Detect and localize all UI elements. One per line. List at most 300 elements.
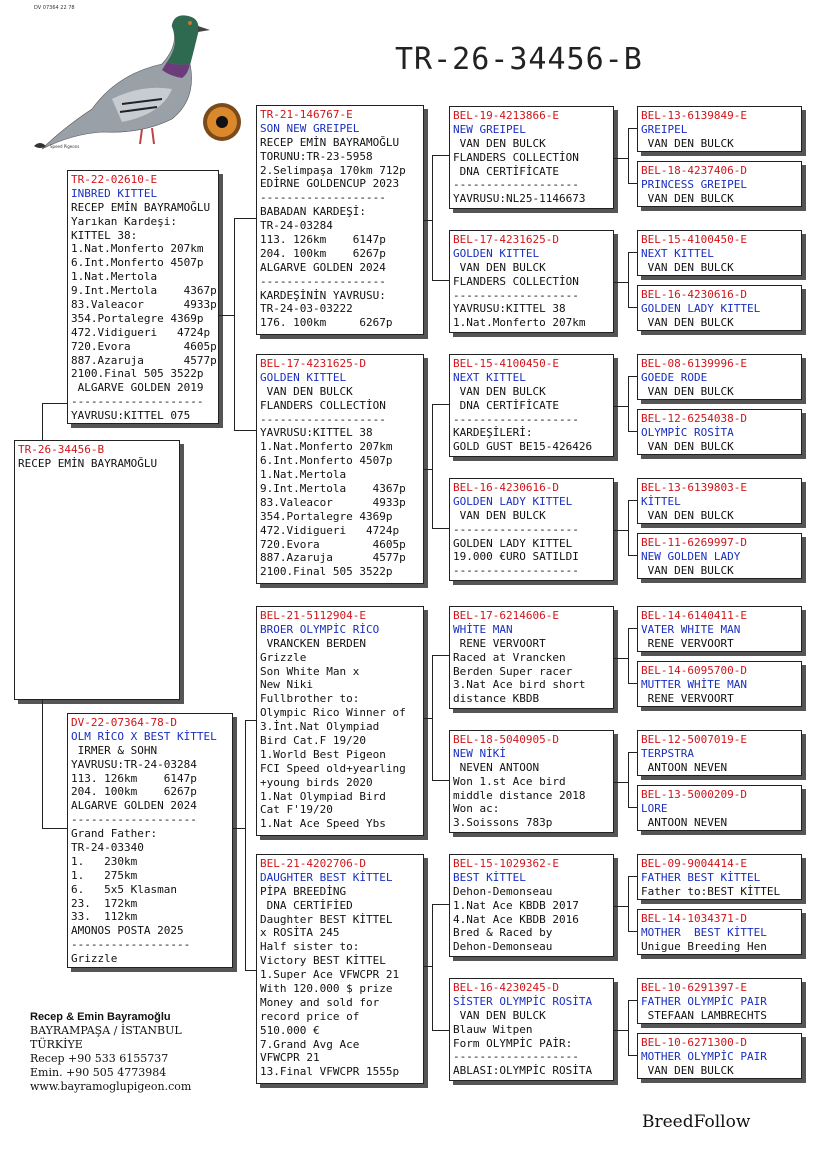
card-line: TR-24-03-03222 <box>260 302 353 316</box>
pigeon-name: OLM RİCO X BEST KİTTEL <box>71 729 217 743</box>
card-line: 3.Nat Ace bird short <box>453 678 586 692</box>
card-line: 887.Azaruja 4577p <box>260 551 406 565</box>
pigeon-name: GOLDEN LADY KITTEL <box>641 301 761 315</box>
pedigree-card-g15 <box>637 978 802 1024</box>
card-line: RENE VERVOORT <box>453 636 546 650</box>
pigeon-photo <box>22 4 247 164</box>
connector-line <box>424 718 432 719</box>
card-line: 13.Final VFWCPR 1555p <box>260 1065 400 1079</box>
ring-number: BEL-13-5000209-D <box>641 788 747 801</box>
ring-number: BEL-21-5112904-E <box>260 609 366 622</box>
pedigree-card-g10 <box>637 661 802 707</box>
pigeon-name: KİTTEL <box>641 494 681 508</box>
pigeon-name: MOTHER OLYMPİC PAIR <box>641 1049 767 1063</box>
card-line: 720.Evora 4605p <box>71 339 217 353</box>
connector-line <box>628 683 637 684</box>
ring-number: BEL-17-4231625-D <box>453 233 559 246</box>
connector-line <box>245 720 246 970</box>
card-line: Dehon-Demonseau <box>453 884 553 898</box>
connector-line <box>628 376 629 431</box>
pedigree-card-subject <box>14 440 180 700</box>
pigeon-illustration <box>22 4 247 164</box>
card-line: FLANDERS COLLECTİON <box>260 398 386 412</box>
card-line: ------------------- <box>453 1050 579 1064</box>
card-line: ANTOON NEVEN <box>641 815 728 829</box>
card-line: TORUNU:TR-23-5958 <box>260 149 373 163</box>
card-line: Cat F'19/20 <box>260 803 333 817</box>
pedigree-card-dam <box>67 713 233 968</box>
ring-number: BEL-13-6139849-E <box>641 109 747 122</box>
pigeon-name: MOTHER BEST KİTTEL <box>641 925 767 939</box>
card-line: VAN DEN BULCK <box>641 563 734 577</box>
card-line: NEVEN ANTOON <box>453 760 540 774</box>
card-line: VAN DEN BULCK <box>453 136 546 150</box>
card-line: Grizzle <box>260 650 307 664</box>
contact-line: TÜRKİYE <box>30 1038 83 1051</box>
ring-number: TR-21-146767-E <box>260 108 353 121</box>
connector-line <box>628 128 629 183</box>
card-line: Won 1.st Ace bird <box>453 774 566 788</box>
card-line: DNA CERTİFİCATE <box>453 398 559 412</box>
connector-line <box>628 807 637 808</box>
connector-line <box>628 1055 637 1056</box>
card-line: 1.Nat Ace KBDB 2017 <box>453 898 579 912</box>
card-line: Form OLYMPİC PAİR: <box>453 1036 573 1050</box>
card-line: ------------------- <box>453 178 579 192</box>
connector-line <box>234 218 235 430</box>
card-line: KARDEŞİNİN YAVRUSU: <box>260 288 386 302</box>
pigeon-name: NEXT KITTEL <box>453 370 526 384</box>
pedigree-card-sdd <box>449 478 614 581</box>
pigeon-name: WHİTE MAN <box>453 622 513 636</box>
card-line: TR-24-03284 <box>260 219 333 233</box>
ring-number: BEL-12-6254038-D <box>641 412 747 425</box>
logo-left-text: Speed Pigeons <box>50 144 80 149</box>
card-line: VAN DEN BULCK <box>641 260 734 274</box>
connector-line <box>424 469 432 470</box>
pigeon-name: INBRED KITTEL <box>71 186 158 200</box>
pedigree-title: TR-26-34456-B <box>395 42 643 77</box>
card-line: +young birds 2020 <box>260 775 373 789</box>
card-line: Grizzle <box>71 952 118 966</box>
card-line: DNA CERTİFİCATE <box>453 164 559 178</box>
pigeon-name: NEXT KITTEL <box>641 246 714 260</box>
card-line: 19.000 €URO SATILDI <box>453 550 579 564</box>
card-line: 472.Vidigueri 4724p <box>260 523 400 537</box>
ring-number: BEL-19-4213866-E <box>453 109 559 122</box>
pedigree-card-g4 <box>637 285 802 331</box>
card-line: New Niki <box>260 678 313 692</box>
pedigree-card-sire <box>67 170 219 424</box>
card-line: YAVRUSU:KITTEL 075 <box>71 409 191 423</box>
card-line: ------------------- <box>71 813 197 827</box>
card-line: STEFAAN LAMBRECHTS <box>641 1008 767 1022</box>
connector-line <box>219 315 234 316</box>
connector-line <box>233 828 245 829</box>
card-line: GOLDEN LADY KITTEL <box>453 536 573 550</box>
ring-number: BEL-15-1029362-E <box>453 857 559 870</box>
card-line: ------------------- <box>453 288 579 302</box>
card-line: 472.Vidigueri 4724p <box>71 325 211 339</box>
card-line: VAN DEN BULCK <box>260 384 353 398</box>
card-line: 1.Nat.Monferto 207km <box>453 316 586 330</box>
ring-number: BEL-17-6214606-E <box>453 609 559 622</box>
card-line: GOLD GUST BE15-426426 <box>453 440 593 454</box>
connector-line <box>432 155 449 156</box>
card-line: IRMER & SOHN <box>71 743 158 757</box>
connector-line <box>614 406 628 407</box>
card-line: 2.Selimpaşa 170km 712p <box>260 163 406 177</box>
connector-line <box>628 628 629 683</box>
card-line: YAVRUSU:TR-24-03284 <box>71 757 197 771</box>
card-line: 2100.Final 505 3522p <box>260 565 393 579</box>
card-line: BABADAN KARDEŞİ: <box>260 205 366 219</box>
card-line: PİPA BREEDİNG <box>260 884 347 898</box>
ring-number: BEL-16-4230616-D <box>641 288 747 301</box>
connector-line <box>432 404 433 528</box>
card-line: FCI Speed old+yearling <box>260 761 406 775</box>
contact-line: Recep +90 533 6155737 <box>30 1052 169 1065</box>
connector-line <box>628 876 629 931</box>
card-line: Fullbrother to: <box>260 692 360 706</box>
connector-line <box>42 700 43 828</box>
card-line: 4.Nat Ace KBDB 2016 <box>453 912 579 926</box>
pigeon-name: GOEDE RODE <box>641 370 708 384</box>
card-line: ------------------ <box>71 938 191 952</box>
pedigree-card-g3 <box>637 230 802 276</box>
pedigree-card-g5 <box>637 354 802 400</box>
pedigree-card-g11 <box>637 730 802 776</box>
ring-number: BEL-18-4237406-D <box>641 164 747 177</box>
card-line: 33. 112km <box>71 910 138 924</box>
card-line: Blauw Witpen <box>453 1022 533 1036</box>
card-line: FLANDERS COLLECTİON <box>453 274 579 288</box>
pedigree-card-sss <box>449 106 614 209</box>
ring-number: TR-22-02610-E <box>71 173 158 186</box>
card-line: 113. 126km 6147p <box>260 233 386 247</box>
connector-line <box>628 752 637 753</box>
card-line: 720.Evora 4605p <box>260 537 406 551</box>
card-line: ------------------- <box>260 191 386 205</box>
pedigree-card-dds <box>449 854 614 957</box>
connector-line <box>614 782 628 783</box>
pedigree-card-ssd <box>449 230 614 333</box>
card-line: VAN DEN BULCK <box>641 191 734 205</box>
card-line: 9.Int.Mertola 4367p <box>71 284 217 298</box>
pedigree-card-dsd <box>449 730 614 833</box>
card-line: 3.İnt.Nat Olympiad <box>260 720 380 734</box>
card-line: ABLASI:OLYMPİC ROSİTA <box>453 1064 593 1078</box>
pedigree-card-sd <box>256 354 424 584</box>
card-line: Bred & Raced by <box>453 926 553 940</box>
connector-line <box>628 628 637 629</box>
pedigree-card-g12 <box>637 785 802 831</box>
ring-number: BEL-15-4100450-E <box>453 357 559 370</box>
ring-number: BEL-15-4100450-E <box>641 233 747 246</box>
connector-line <box>432 904 433 1030</box>
card-line: Berden Super racer <box>453 664 573 678</box>
connector-line <box>628 252 637 253</box>
connector-line <box>432 1030 449 1031</box>
connector-line <box>432 904 449 905</box>
card-line: EDİRNE GOLDENCUP 2023 <box>260 177 400 191</box>
connector-line <box>628 500 637 501</box>
pedigree-card-g8 <box>637 533 802 579</box>
ring-caption: DV 07364 22 78 <box>34 5 75 11</box>
card-line: distance KBDB <box>453 692 540 706</box>
pedigree-card-ddd <box>449 978 614 1081</box>
card-line: ------------------- <box>260 274 386 288</box>
connector-line <box>424 220 432 221</box>
connector-line <box>628 183 637 184</box>
card-line: Dehon-Demonseau <box>453 940 553 954</box>
card-line: 176. 100km 6267p <box>260 316 393 330</box>
card-line: Bird Cat.F 19/20 <box>260 734 366 748</box>
ring-number: BEL-17-4231625-D <box>260 357 366 370</box>
pigeon-name: LORE <box>641 801 668 815</box>
card-line: Victory BEST KİTTEL <box>260 954 386 968</box>
card-line: 1. 230km <box>71 854 138 868</box>
breeder-name: Recep & Emin Bayramoğlu <box>30 1011 171 1023</box>
pigeon-name: PRINCESS GREIPEL <box>641 177 747 191</box>
card-line: VAN DEN BULCK <box>453 260 546 274</box>
connector-line <box>628 307 637 308</box>
card-line: Daughter BEST KİTTEL <box>260 912 393 926</box>
card-line: VAN DEN BULCK <box>641 315 734 329</box>
card-line: 2100.Final 505 3522p <box>71 367 204 381</box>
card-line: DNA CERTİFİED <box>260 898 353 912</box>
connector-line <box>42 403 67 404</box>
card-line: 3.Soissons 783p <box>453 816 553 830</box>
pedigree-card-g1 <box>637 106 802 152</box>
connector-line <box>628 1000 629 1055</box>
ring-number: BEL-13-6139803-E <box>641 481 747 494</box>
pigeon-name: GOLDEN KITTEL <box>453 246 540 260</box>
pigeon-name: FATHER BEST KİTTEL <box>641 870 761 884</box>
card-line: 83.Valeacor 4933p <box>71 298 217 312</box>
pedigree-card-g16 <box>637 1033 802 1079</box>
connector-line <box>432 155 433 280</box>
card-line: 354.Portalegre 4369p <box>71 311 204 325</box>
pigeon-name: FATHER OLYMPİC PAIR <box>641 994 767 1008</box>
ring-number: BEL-10-6271300-D <box>641 1036 747 1049</box>
pigeon-name: OLYMPİC ROSİTA <box>641 425 734 439</box>
card-line: RECEP EMİN BAYRAMOĞLU <box>18 456 158 470</box>
card-line: 510.000 € <box>260 1023 320 1037</box>
card-line: Half sister to: <box>260 940 360 954</box>
card-line: VAN DEN BULCK <box>453 508 546 522</box>
card-line: 6.Int.Monferto 4507p <box>260 454 393 468</box>
ring-number: BEL-18-5040905-D <box>453 733 559 746</box>
card-line: AMONOS POSTA 2025 <box>71 924 184 938</box>
card-line: Father to:BEST KİTTEL <box>641 884 781 898</box>
card-line: Olympic Rico Winner of <box>260 706 406 720</box>
card-line: ------------------- <box>453 522 579 536</box>
ring-number: TR-26-34456-B <box>18 443 105 456</box>
connector-line <box>614 658 628 659</box>
breeder-contact <box>30 1010 191 1094</box>
pedigree-card-g7 <box>637 478 802 524</box>
card-line: 1.World Best Pigeon <box>260 747 386 761</box>
pedigree-card-ds <box>256 606 424 836</box>
card-line: YAVRUSU:KITTEL 38 <box>260 426 373 440</box>
card-line: 204. 100km 6267p <box>71 785 197 799</box>
connector-line <box>432 780 449 781</box>
card-line: TR-24-03340 <box>71 841 144 855</box>
pigeon-name: DAUGHTER BEST KİTTEL <box>260 870 393 884</box>
card-line: 1.Nat.Monferto 207km <box>260 440 393 454</box>
ring-number: BEL-08-6139996-E <box>641 357 747 370</box>
pigeon-name: BROER OLYMPİC RİCO <box>260 622 380 636</box>
card-line: FLANDERS COLLECTİON <box>453 150 579 164</box>
connector-line <box>432 655 449 656</box>
card-line: 23. 172km <box>71 896 138 910</box>
connector-line <box>234 430 256 431</box>
pedigree-card-g6 <box>637 409 802 455</box>
card-line: 1.Nat.Mertola <box>71 270 158 284</box>
card-line: VAN DEN BULCK <box>641 1063 734 1077</box>
card-line: RECEP EMİN BAYRAMOĞLU <box>71 200 211 214</box>
pigeon-name: SON NEW GREIPEL <box>260 121 360 135</box>
connector-line <box>245 720 256 721</box>
card-line: Grand Father: <box>71 827 158 841</box>
connector-line <box>245 970 256 971</box>
connector-line <box>628 1000 637 1001</box>
ring-number: BEL-11-6269997-D <box>641 536 747 549</box>
pigeon-name: GOLDEN KITTEL <box>260 370 347 384</box>
pigeon-name: GOLDEN LADY KITTEL <box>453 494 573 508</box>
card-line: ------------------- <box>453 412 579 426</box>
pedigree-card-g14 <box>637 909 802 955</box>
connector-line <box>614 1030 628 1031</box>
card-line: YAVRUSU:KITTEL 38 <box>453 302 566 316</box>
brand-logo-text: BreedFollow <box>642 1112 751 1132</box>
card-line: KITTEL 38: <box>71 228 138 242</box>
connector-line <box>628 376 637 377</box>
card-line: VRANCKEN BERDEN <box>260 636 366 650</box>
pigeon-name: NEW GOLDEN LADY <box>641 549 741 563</box>
pedigree-card-g2 <box>637 161 802 207</box>
card-line: ANTOON NEVEN <box>641 760 728 774</box>
pedigree-card-dss <box>449 606 614 709</box>
card-line: middle distance 2018 <box>453 788 586 802</box>
card-line: RENE VERVOORT <box>641 636 734 650</box>
connector-line <box>432 404 449 405</box>
card-line: Raced at Vrancken <box>453 650 566 664</box>
ring-number: BEL-14-1034371-D <box>641 912 747 925</box>
card-line: ALGARVE GOLDEN 2024 <box>71 799 197 813</box>
connector-line <box>628 252 629 307</box>
card-line: RECEP EMİN BAYRAMOĞLU <box>260 135 400 149</box>
card-line: VFWCPR 21 <box>260 1051 320 1065</box>
ring-number: BEL-09-9004414-E <box>641 857 747 870</box>
connector-line <box>628 431 637 432</box>
pedigree-card-ss <box>256 105 424 335</box>
card-line: VAN DEN BULCK <box>641 384 734 398</box>
pigeon-name: MUTTER WHİTE MAN <box>641 677 747 691</box>
pigeon-name: TERPSTRA <box>641 746 694 760</box>
card-line: 6.Int.Monferto 4507p <box>71 256 204 270</box>
pedigree-card-g9 <box>637 606 802 652</box>
card-line: ------------------- <box>453 564 579 578</box>
connector-line <box>628 752 629 807</box>
pigeon-name: NEW NİKİ <box>453 746 506 760</box>
card-line: 204. 100km 6267p <box>260 246 386 260</box>
connector-line <box>432 280 449 281</box>
card-line: RENE VERVOORT <box>641 691 734 705</box>
connector-line <box>628 931 637 932</box>
connector-line <box>234 218 256 219</box>
card-line: 1. 275km <box>71 868 138 882</box>
card-line: record price of <box>260 1009 360 1023</box>
pedigree-card-sds <box>449 354 614 457</box>
card-line: Money and sold for <box>260 995 380 1009</box>
card-line: 354.Portalegre 4369p <box>260 509 393 523</box>
ring-number: BEL-21-4202706-D <box>260 857 366 870</box>
connector-line <box>424 966 432 967</box>
card-line: Unigue Breeding Hen <box>641 939 767 953</box>
card-line: KARDEŞİLERİ: <box>453 426 533 440</box>
card-line: -------------------- <box>71 395 204 409</box>
pedigree-card-g13 <box>637 854 802 900</box>
contact-line: Emin. +90 505 4773984 <box>30 1066 167 1079</box>
card-line: VAN DEN BULCK <box>453 384 546 398</box>
card-line: 1.Super Ace VFWCPR 21 <box>260 968 400 982</box>
contact-line: www.bayramoglupigeon.com <box>30 1080 192 1093</box>
card-line: x ROSİTA 245 <box>260 926 340 940</box>
card-line: VAN DEN BULCK <box>641 508 734 522</box>
card-line: 1.Nat Ace Speed Ybs <box>260 817 386 831</box>
ring-number: BEL-14-6140411-E <box>641 609 747 622</box>
connector-line <box>614 530 628 531</box>
card-line: VAN DEN BULCK <box>641 136 734 150</box>
pigeon-name: VATER WHITE MAN <box>641 622 741 636</box>
connector-line <box>628 555 637 556</box>
card-line: 887.Azaruja 4577p <box>71 353 217 367</box>
ring-number: BEL-10-6291397-E <box>641 981 747 994</box>
card-line: 7.Grand Avg Ace <box>260 1037 360 1051</box>
connector-line <box>432 528 449 529</box>
connector-line <box>42 403 43 440</box>
card-line: 1.Nat Olympiad Bird <box>260 789 386 803</box>
card-line: Son White Man x <box>260 664 360 678</box>
card-line: VAN DEN BULCK <box>641 439 734 453</box>
ring-number: BEL-12-5007019-E <box>641 733 747 746</box>
card-line: VAN DEN BULCK <box>453 1008 546 1022</box>
card-line: 113. 126km 6147p <box>71 771 197 785</box>
card-line: 1.Nat.Monferto 207km <box>71 242 204 256</box>
pigeon-name: BEST KİTTEL <box>453 870 526 884</box>
connector-line <box>614 906 628 907</box>
card-line: ------------------- <box>260 412 386 426</box>
connector-line <box>432 655 433 780</box>
connector-line <box>628 876 637 877</box>
card-line: 9.Int.Mertola 4367p <box>260 482 406 496</box>
pigeon-name: NEW GREIPEL <box>453 122 526 136</box>
ring-number: BEL-14-6095700-D <box>641 664 747 677</box>
ring-number: BEL-16-4230616-D <box>453 481 559 494</box>
connector-line <box>628 128 637 129</box>
card-line: ALGARVE GOLDEN 2024 <box>260 260 386 274</box>
connector-line <box>614 282 628 283</box>
ring-number: BEL-16-4230245-D <box>453 981 559 994</box>
ring-number: DV-22-07364-78-D <box>71 716 177 729</box>
connector-line <box>614 158 628 159</box>
pigeon-name: SİSTER OLYMPİC ROSİTA <box>453 994 593 1008</box>
card-line: 83.Valeacor 4933p <box>260 495 406 509</box>
card-line: With 120.000 $ prize <box>260 982 393 996</box>
card-line: ALGARVE GOLDEN 2019 <box>71 381 204 395</box>
